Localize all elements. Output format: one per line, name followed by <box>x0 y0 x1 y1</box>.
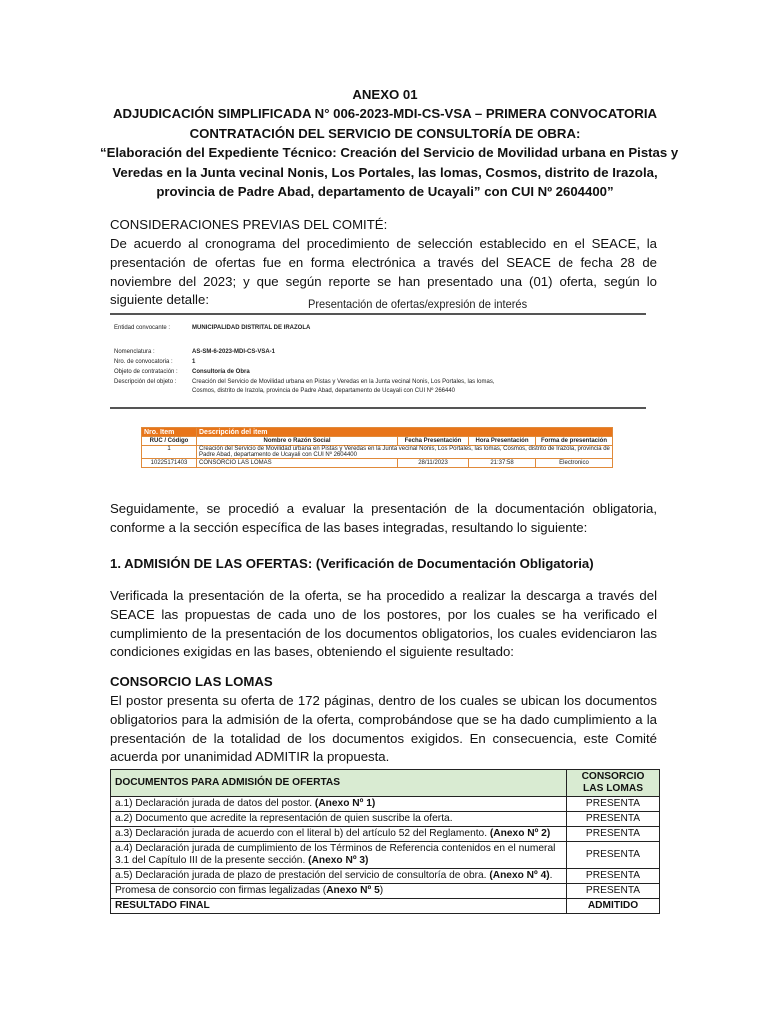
seace-item-header: Nro. Item <box>142 428 197 437</box>
table-row <box>111 842 660 869</box>
project-title-line-3: provincia de Padre Abad, departamento de Ucayali” con CUI Nº 2604400” <box>156 184 614 200</box>
seace-descripcion-value-1: Creación del Servicio de Movilidad urbana en Pistas y Veredas en la Junta vecinal Nonis, Los Portales, las lomas, <box>192 379 495 385</box>
admission-documents-table <box>110 769 660 914</box>
seace-col-forma: Forma de presentación <box>536 437 613 446</box>
table-row <box>111 797 660 812</box>
doc-tail: ) <box>379 885 384 896</box>
seace-objeto-label: Objeto de contratación : <box>114 369 178 375</box>
doc-cell <box>111 797 567 812</box>
considerations-paragraph: De acuerdo al cronograma del procedimiento de selección establecido en el SEACE, la presentación de ofertas fue en forma electrónica a través del SEACE de fecha 28 de noviembre del 2023; y que según reporte se han presentado una (01) oferta, según lo siguiente detalle: <box>110 236 657 308</box>
doc-status: PRESENTA <box>567 869 660 884</box>
seace-report-image <box>110 297 658 493</box>
seace-row-hora: 21:37:58 <box>469 459 536 468</box>
doc-text: a.2) Documento que acredite la representación de quien suscribe la oferta. <box>115 813 453 824</box>
seace-entidad-value: MUNICIPALIDAD DISTRITAL DE IRAZOLA <box>192 325 311 331</box>
seace-bottom-rule <box>110 407 646 409</box>
status-header: CONSORCIO LAS LOMAS <box>567 770 660 797</box>
doc-annex: (Anexo Nº 4) <box>489 870 550 881</box>
contract-title: CONTRATACIÓN DEL SERVICIO DE CONSULTORÍA DE OBRA: <box>189 125 581 141</box>
document-header <box>100 85 679 201</box>
doc-cell <box>111 842 567 869</box>
doc-text: a.4) Declaración jurada de cumplimiento de los Términos de Referencia contenidos en el numeral 3.1 del Capítulo III de la presente sección. <box>115 843 556 866</box>
seace-nomenclatura-label: Nomenclatura : <box>114 349 155 355</box>
seace-item-description <box>197 446 613 459</box>
seace-row-nombre: CONSORCIO LAS LOMAS <box>197 459 398 468</box>
seace-item-number: 1 <box>142 446 197 459</box>
seace-item-description-line-2: Padre Abad, departamento de Ucayali con CUI Nº 2604400 <box>199 452 357 458</box>
doc-text: a.5) Declaración jurada de plazo de prestación del servicio de consultoría de obra. <box>115 870 490 881</box>
seace-top-rule <box>110 313 646 315</box>
seace-col-fecha: Fecha Presentación <box>398 437 469 446</box>
seace-convocatoria-label: Nro. de convocatoria : <box>114 359 173 365</box>
seace-col-nombre: Nombre o Razón Social <box>197 437 398 446</box>
final-result-label: RESULTADO FINAL <box>111 899 567 914</box>
consorcio-title: CONSORCIO LAS LOMAS <box>110 674 273 689</box>
docs-header: DOCUMENTOS PARA ADMISIÓN DE OFERTAS <box>111 770 567 797</box>
seace-report-title: Presentación de ofertas/expresión de interés <box>308 297 528 311</box>
seace-row-fecha: 28/11/2023 <box>398 459 469 468</box>
doc-annex: (Anexo Nº 2) <box>489 828 551 839</box>
doc-status: PRESENTA <box>567 884 660 899</box>
evaluation-paragraph: Seguidamente, se procedió a evaluar la presentación de la documentación obligatoria, conforme a la sección específica de las bases integradas, resultando lo siguiente: <box>110 501 657 535</box>
project-title-line-2: Veredas en la Junta vecinal Nonis, Los Portales, las lomas, Cosmos, distrito de Irazola, <box>112 164 658 180</box>
doc-annex: (Anexo Nº 1) <box>314 798 376 809</box>
seace-row-forma: Electronico <box>536 459 613 468</box>
doc-cell <box>111 869 567 884</box>
doc-text: a.1) Declaración jurada de datos del postor. <box>115 798 315 809</box>
doc-cell <box>111 884 567 899</box>
seace-descripcion-label: Descripción del objeto : <box>114 379 177 385</box>
seace-entidad-label: Entidad convocante : <box>114 325 171 331</box>
seace-convocatoria-value: 1 <box>192 359 196 365</box>
final-result-status: ADMITIDO <box>567 899 660 914</box>
seace-descripcion-value-2: Cosmos, distrito de Irazola, provincia de Padre Abad, departamento de Ucayali con CUI Nº 266440 <box>192 388 456 394</box>
considerations-title: CONSIDERACIONES PREVIAS DEL COMITÉ: <box>110 217 388 232</box>
table-row <box>111 869 660 884</box>
doc-status: PRESENTA <box>567 842 660 869</box>
seace-row-ruc: 10225171403 <box>142 459 197 468</box>
table-row <box>111 884 660 899</box>
doc-status: PRESENTA <box>567 812 660 827</box>
seace-nomenclatura-value: AS-SM-6-2023-MDI-CS-VSA-1 <box>192 349 276 355</box>
doc-cell <box>111 812 567 827</box>
seace-desc-header: Descripción del item <box>197 428 613 437</box>
annex-title: ANEXO 01 <box>352 87 418 102</box>
seace-item-description-line-1: Creación del Servicio de Movilidad urbana en Pistas y Veredas en la Junta vecinal Nonis, Los Portales, las lomas, Cosmos, distrito de Irazola, provincia de <box>199 446 610 452</box>
doc-cell <box>111 827 567 842</box>
seace-offers-table <box>141 427 613 468</box>
doc-annex: (Anexo Nº 3) <box>308 855 369 866</box>
project-title-line-1: “Elaboración del Expediente Técnico: Creación del Servicio de Movilidad urbana en Pistas y <box>100 145 679 161</box>
section-1-title: 1. ADMISIÓN DE LAS OFERTAS: (Verificación de Documentación Obligatoria) <box>110 556 594 571</box>
doc-text: Promesa de consorcio con firmas legalizadas ( <box>115 885 327 896</box>
seace-col-hora: Hora Presentación <box>469 437 536 446</box>
doc-annex: Anexo Nº 5 <box>326 885 380 896</box>
section-1-paragraph: Verificada la presentación de la oferta, se ha procedido a realizar la descarga a través del SEACE las propuestas de cada uno de los postores, por los cuales se ha verificado el cumplimiento de la presentación de los documentos obligatorios, los cuales evidenciaron las condiciones exigidas en las bases, obteniendo el siguiente resultado: <box>110 588 657 660</box>
seace-col-ruc: RUC / Código <box>142 437 197 446</box>
doc-tail: . <box>549 870 553 881</box>
procedure-title: ADJUDICACIÓN SIMPLIFICADA N° 006-2023-MDI-CS-VSA – PRIMERA CONVOCATORIA <box>112 106 658 122</box>
doc-text: a.3) Declaración jurada de acuerdo con el literal b) del artículo 52 del Reglamento. <box>115 828 490 839</box>
seace-objeto-value: Consultoría de Obra <box>192 369 250 375</box>
table-row <box>111 812 660 827</box>
table-row <box>111 827 660 842</box>
doc-status: PRESENTA <box>567 797 660 812</box>
doc-status: PRESENTA <box>567 827 660 842</box>
consorcio-paragraph: El postor presenta su oferta de 172 páginas, dentro de los cuales se ubican los documentos obligatorios para la admisión de la oferta, comprobándose que se ha dado cumplimiento a la presentación de la totalidad de los documentos exigidos. En consecuencia, este Comité acuerda por unanimidad ADMITIR la propuesta. <box>110 693 657 765</box>
